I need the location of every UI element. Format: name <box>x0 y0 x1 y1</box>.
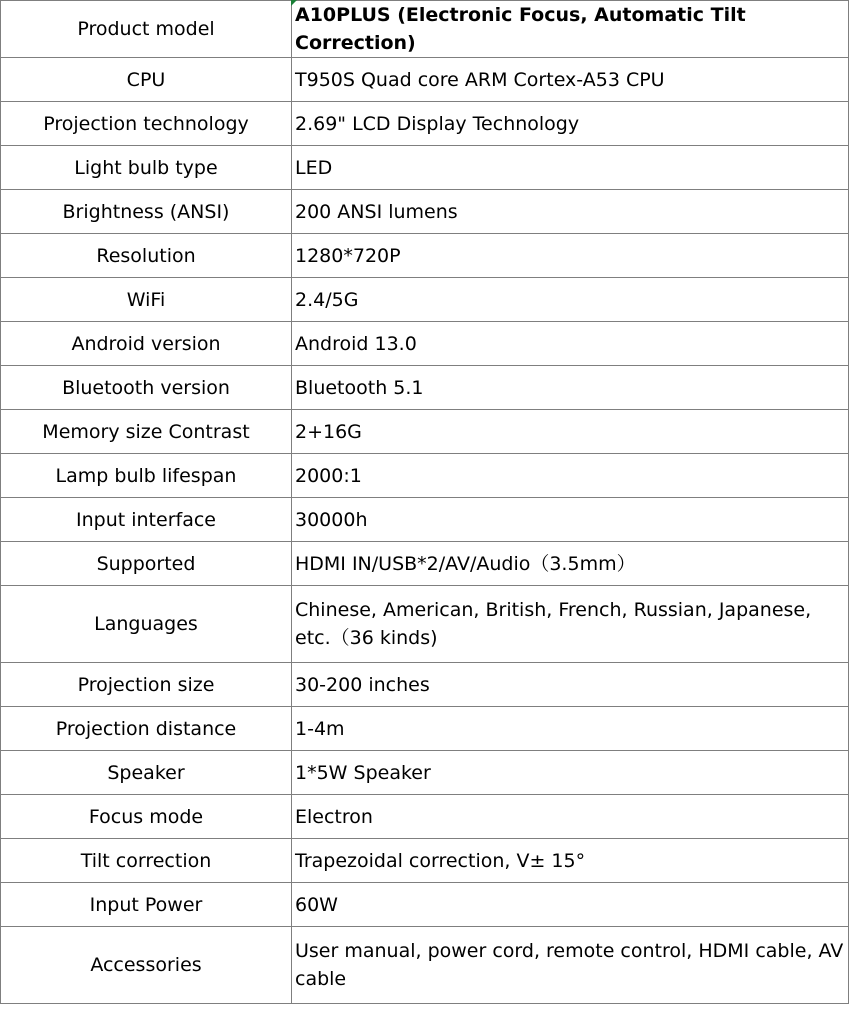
row-value: 30000h <box>292 498 849 542</box>
row-label: Bluetooth version <box>1 366 292 410</box>
row-value: 1*5W Speaker <box>292 751 849 795</box>
row-label: WiFi <box>1 278 292 322</box>
row-value: 30-200 inches <box>292 663 849 707</box>
row-label: Input Power <box>1 883 292 927</box>
row-label: Accessories <box>1 927 292 1004</box>
table-row <box>1 795 849 839</box>
row-value: 1280*720P <box>292 234 849 278</box>
row-label: Projection size <box>1 663 292 707</box>
row-label: Speaker <box>1 751 292 795</box>
table-row <box>1 663 849 707</box>
table-row <box>1 542 849 586</box>
row-label: Languages <box>1 586 292 663</box>
table-row <box>1 58 849 102</box>
row-label: Projection distance <box>1 707 292 751</box>
table-row <box>1 278 849 322</box>
table-row <box>1 883 849 927</box>
row-value: LED <box>292 146 849 190</box>
row-label: Brightness (ANSI) <box>1 190 292 234</box>
table-row <box>1 454 849 498</box>
row-label: Android version <box>1 322 292 366</box>
row-value: 2.69" LCD Display Technology <box>292 102 849 146</box>
cell-indicator-icon <box>291 0 297 6</box>
row-label: Projection technology <box>1 102 292 146</box>
row-value: Chinese, American, British, French, Russian, Japanese, etc.（36 kinds) <box>292 586 849 663</box>
row-value: HDMI IN/USB*2/AV/Audio（3.5mm） <box>292 542 849 586</box>
table-row <box>1 234 849 278</box>
row-label: Product model <box>1 1 292 58</box>
table-row <box>1 410 849 454</box>
table-row <box>1 839 849 883</box>
table-row <box>1 366 849 410</box>
table-row <box>1 751 849 795</box>
row-value: Bluetooth 5.1 <box>292 366 849 410</box>
row-value: 60W <box>292 883 849 927</box>
row-label: Light bulb type <box>1 146 292 190</box>
row-value: A10PLUS (Electronic Focus, Automatic Tilt Correction) <box>292 1 849 58</box>
table-row <box>1 190 849 234</box>
row-value: T950S Quad core ARM Cortex-A53 CPU <box>292 58 849 102</box>
row-value: 1-4m <box>292 707 849 751</box>
row-label: Supported <box>1 542 292 586</box>
table-row <box>1 707 849 751</box>
row-value: Android 13.0 <box>292 322 849 366</box>
row-label: Memory size Contrast <box>1 410 292 454</box>
table-row <box>1 586 849 663</box>
table-row <box>1 927 849 1004</box>
table-row <box>1 322 849 366</box>
row-label: Lamp bulb lifespan <box>1 454 292 498</box>
row-label: CPU <box>1 58 292 102</box>
row-value: 2.4/5G <box>292 278 849 322</box>
row-label: Focus mode <box>1 795 292 839</box>
row-value: Electron <box>292 795 849 839</box>
row-value: 2000:1 <box>292 454 849 498</box>
table-row <box>1 498 849 542</box>
table-row <box>1 1 849 58</box>
row-label: Tilt correction <box>1 839 292 883</box>
row-value: 200 ANSI lumens <box>292 190 849 234</box>
row-label: Resolution <box>1 234 292 278</box>
row-label: Input interface <box>1 498 292 542</box>
table-row <box>1 146 849 190</box>
row-value: 2+16G <box>292 410 849 454</box>
row-value: Trapezoidal correction, V± 15° <box>292 839 849 883</box>
row-value: User manual, power cord, remote control, HDMI cable, AV cable <box>292 927 849 1004</box>
table-row <box>1 102 849 146</box>
